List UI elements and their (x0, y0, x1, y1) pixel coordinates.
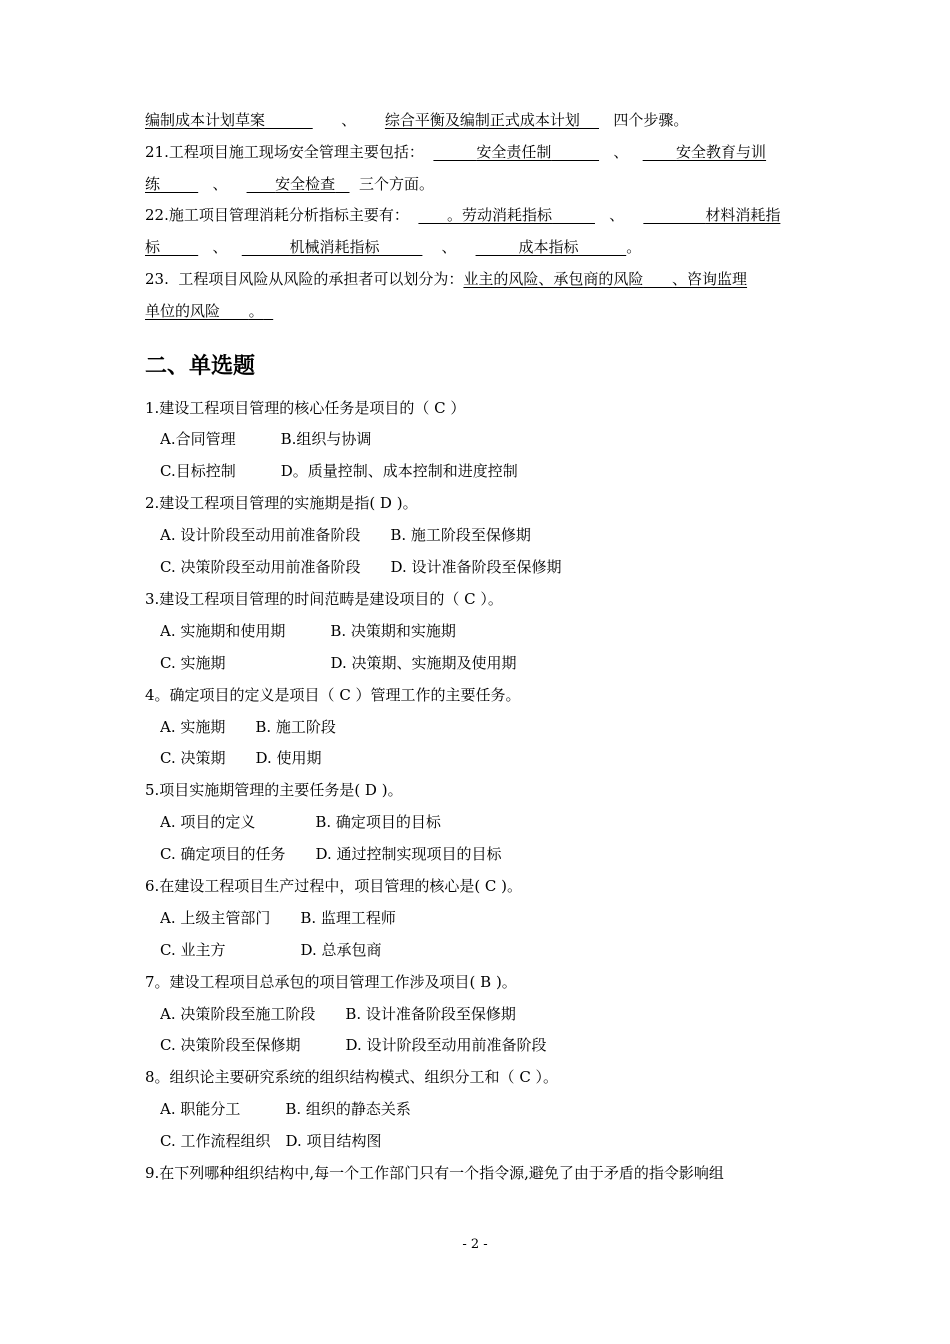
blank-answer: 安全教育与训 (676, 143, 767, 161)
q21-line-2: 练 、 安全检查 三个方面。 (145, 175, 435, 193)
question-stem: 2.建设工程项目管理的实施期是指( D )。 (145, 494, 418, 512)
question-options: C. 实施期 D. 决策期、实施期及使用期 (160, 654, 517, 672)
question-options: C. 决策期 D. 使用期 (160, 749, 322, 767)
question-options: C. 决策阶段至动用前准备阶段 D. 设计准备阶段至保修期 (160, 558, 562, 576)
question-options: A. 项目的定义 B. 确定项目的目标 (160, 813, 441, 831)
blank-answer: 成本指标 (518, 238, 579, 256)
question-stem: 9.在下列哪种组织结构中,每一个工作部门只有一个指令源,避免了由于矛盾的指令影响组 (145, 1164, 724, 1182)
question-stem: 1.建设工程项目管理的核心任务是项目的（ C ） (145, 399, 466, 417)
blank-answer: 综合平衡及编制正式成本计划 (384, 111, 580, 129)
question-stem: 3.建设工程项目管理的时间范畴是建设项目的（ C ）。 (145, 590, 503, 608)
question-options: C. 业主方 D. 总承包商 (160, 941, 382, 959)
blank-answer: 。劳动消耗指标 (447, 206, 553, 224)
question-stem: 7。建设工程项目总承包的项目管理工作涉及项目( B )。 (145, 973, 517, 991)
question-options: A. 决策阶段至施工阶段 B. 设计准备阶段至保修期 (160, 1005, 516, 1023)
page-number: - 2 - (462, 1237, 488, 1252)
question-options: A. 实施期和使用期 B. 决策期和实施期 (160, 622, 456, 640)
question-options: A.合同管理 B.组织与协调 (160, 430, 372, 448)
question-stem: 4。确定项目的定义是项目（ C ）管理工作的主要任务。 (145, 686, 521, 704)
question-options: A. 职能分工 B. 组织的静态关系 (160, 1100, 411, 1118)
blank-answer: 编制成本计划草案 (145, 111, 266, 129)
blank-answer: 材料消耗指 (705, 206, 781, 224)
blank-answer: 安全责任制 (476, 143, 552, 161)
blank-answer: 标 (145, 238, 161, 256)
question-options: C. 决策阶段至保修期 D. 设计阶段至动用前准备阶段 (160, 1036, 547, 1054)
q20-continuation: 编制成本计划草案 、 综合平衡及编制正式成本计划 四个步骤。 (145, 111, 689, 129)
q23-line-1: 23. 工程项目风险从风险的承担者可以划分为：业主的风险、承包商的风险 、咨询监理 (145, 270, 748, 288)
blank-answer: 安全检查 (275, 175, 336, 193)
question-options: C. 确定项目的任务 D. 通过控制实现项目的目标 (160, 845, 502, 863)
question-stem: 8。组织论主要研究系统的组织结构模式、组织分工和（ C ）。 (145, 1068, 559, 1086)
question-options: A. 实施期 B. 施工阶段 (160, 718, 336, 736)
blank-answer: 业主的风险、承包商的风险 、咨询监理 (463, 270, 748, 288)
question-options: C.目标控制 D。质量控制、成本控制和进度控制 (160, 462, 518, 480)
q21-line-1: 21.工程项目施工现场安全管理主要包括： 安全责任制 、 安全教育与训 (145, 143, 767, 161)
q22-line-1: 22.施工项目管理消耗分析指标主要有： 。劳动消耗指标 、 材料消耗指 (145, 206, 781, 224)
q23-line-2 (145, 301, 807, 321)
question-options: C. 工作流程组织 D. 项目结构图 (160, 1132, 382, 1150)
blank-answer: 单位的风险 。 (145, 302, 264, 320)
blank-answer: 机械消耗指标 (289, 238, 380, 256)
question-stem: 5.项目实施期管理的主要任务是( D )。 (145, 781, 403, 799)
question-options: A. 设计阶段至动用前准备阶段 B. 施工阶段至保修期 (160, 526, 531, 544)
q22-line-2: 标 、 机械消耗指标 、 成本指标 。 (145, 238, 642, 256)
question-options: A. 上级主管部门 B. 监理工程师 (160, 909, 396, 927)
section-title: 二、单选题 (145, 354, 256, 379)
blank-answer: 练 (145, 175, 161, 193)
question-stem: 6.在建设工程项目生产过程中，项目管理的核心是( C )。 (145, 877, 523, 895)
